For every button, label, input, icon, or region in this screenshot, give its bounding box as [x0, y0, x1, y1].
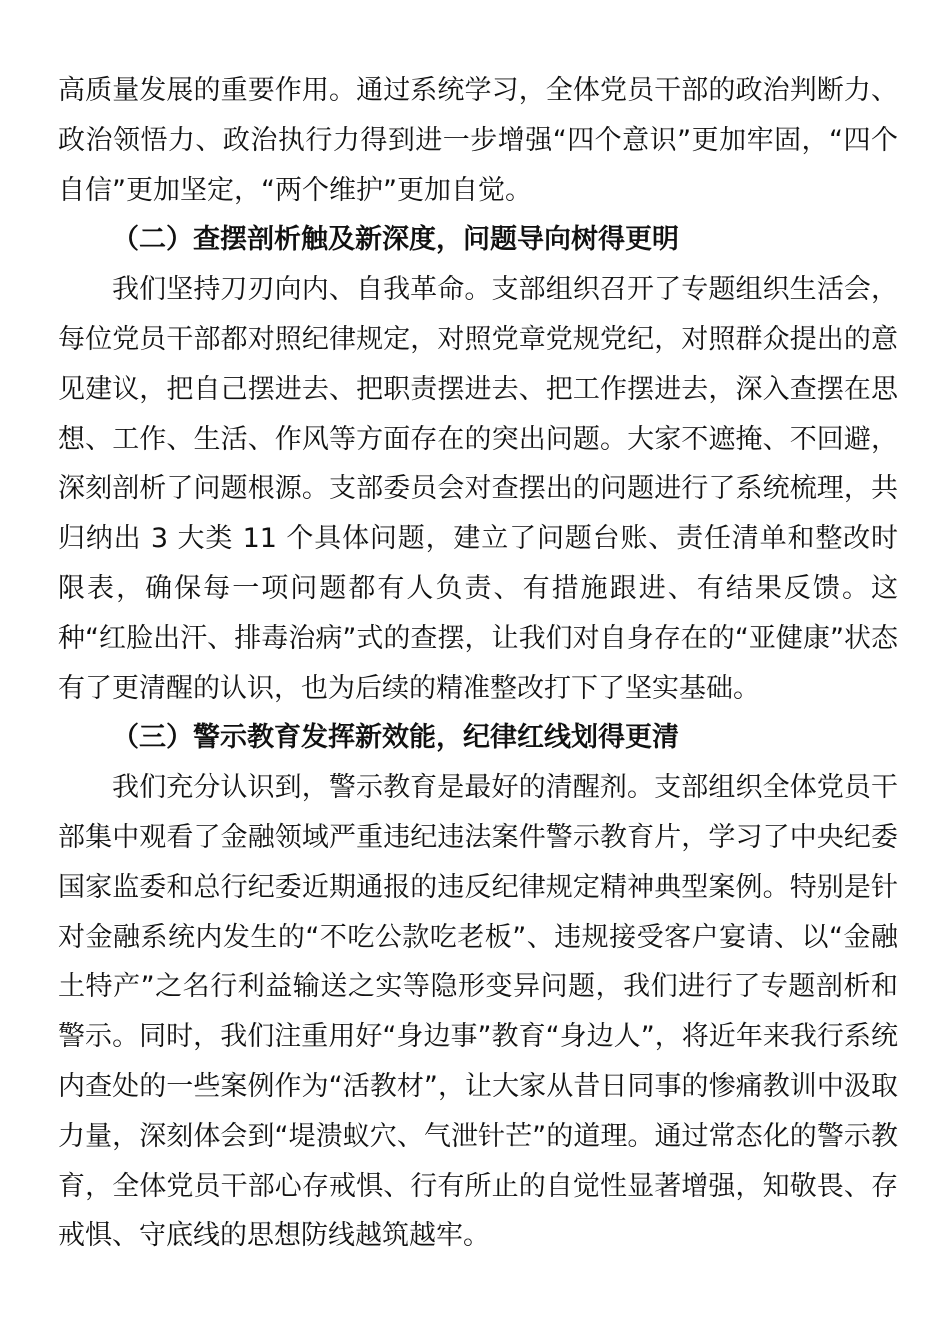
body-paragraph-continued: 高质量发展的重要作用。通过系统学习，全体党员干部的政治判断力、政治领悟力、政治执行力得到进一步增强“四个意识”更加牢固，“四个自信”更加坚定，“两个维护”更加自觉。: [58, 75, 898, 206]
section-heading-three: （三）警示教育发挥新效能，纪律红线划得更清: [112, 722, 679, 754]
body-paragraph-warning-education: 我们充分认识到，警示教育是最好的清醒剂。支部组织全体党员干部集中观看了金融领域严重违纪违法案件警示教育片，学习了中央纪委国家监委和总行纪委近期通报的违反纪律规定精神典型案例。特别是针对金融系统内发生的“不吃公款吃老板”、违规接受客户宴请、以“金融土特产”之名行利益输送之实等隐形变异问题，我们进行了专题剖析和警示。同时，我们注重用好“身边事”教育“身边人”，将近年来我行系统内查处的一些案例作为“活教材”，让大家从昔日同事的惨痛教训中汲取力量，深刻体会到“堤溃蚁穴、气泄针芒”的道理。通过常态化的警示教育，全体党员干部心存戒惧、行有所止的自觉性显著增强，知敬畏、存戒惧、守底线的思想防线越筑越牢。: [58, 772, 898, 1252]
document-page: [58, 66, 898, 1261]
section-heading-two: （二）查摆剖析触及新深度，问题导向树得更明: [112, 224, 679, 256]
body-paragraph-self-examination: 我们坚持刀刃向内、自我革命。支部组织召开了专题组织生活会，每位党员干部都对照纪律规定，对照党章党规党纪，对照群众提出的意见建议，把自己摆进去、把职责摆进去、把工作摆进去，深入查摆在思想、工作、生活、作风等方面存在的突出问题。大家不遮掩、不回避，深刻剖析了问题根源。支部委员会对查摆出的问题进行了系统梳理，共归纳出 3 大类 11 个具体问题，建立了问题台账、责任清单和整改时限表，确保每一项问题都有人负责、有措施跟进、有结果反馈。这种“红脸出汗、排毒治病”式的查摆，让我们对自身存在的“亚健康”状态有了更清醒的认识，也为后续的精准整改打下了坚实基础。: [58, 274, 898, 704]
